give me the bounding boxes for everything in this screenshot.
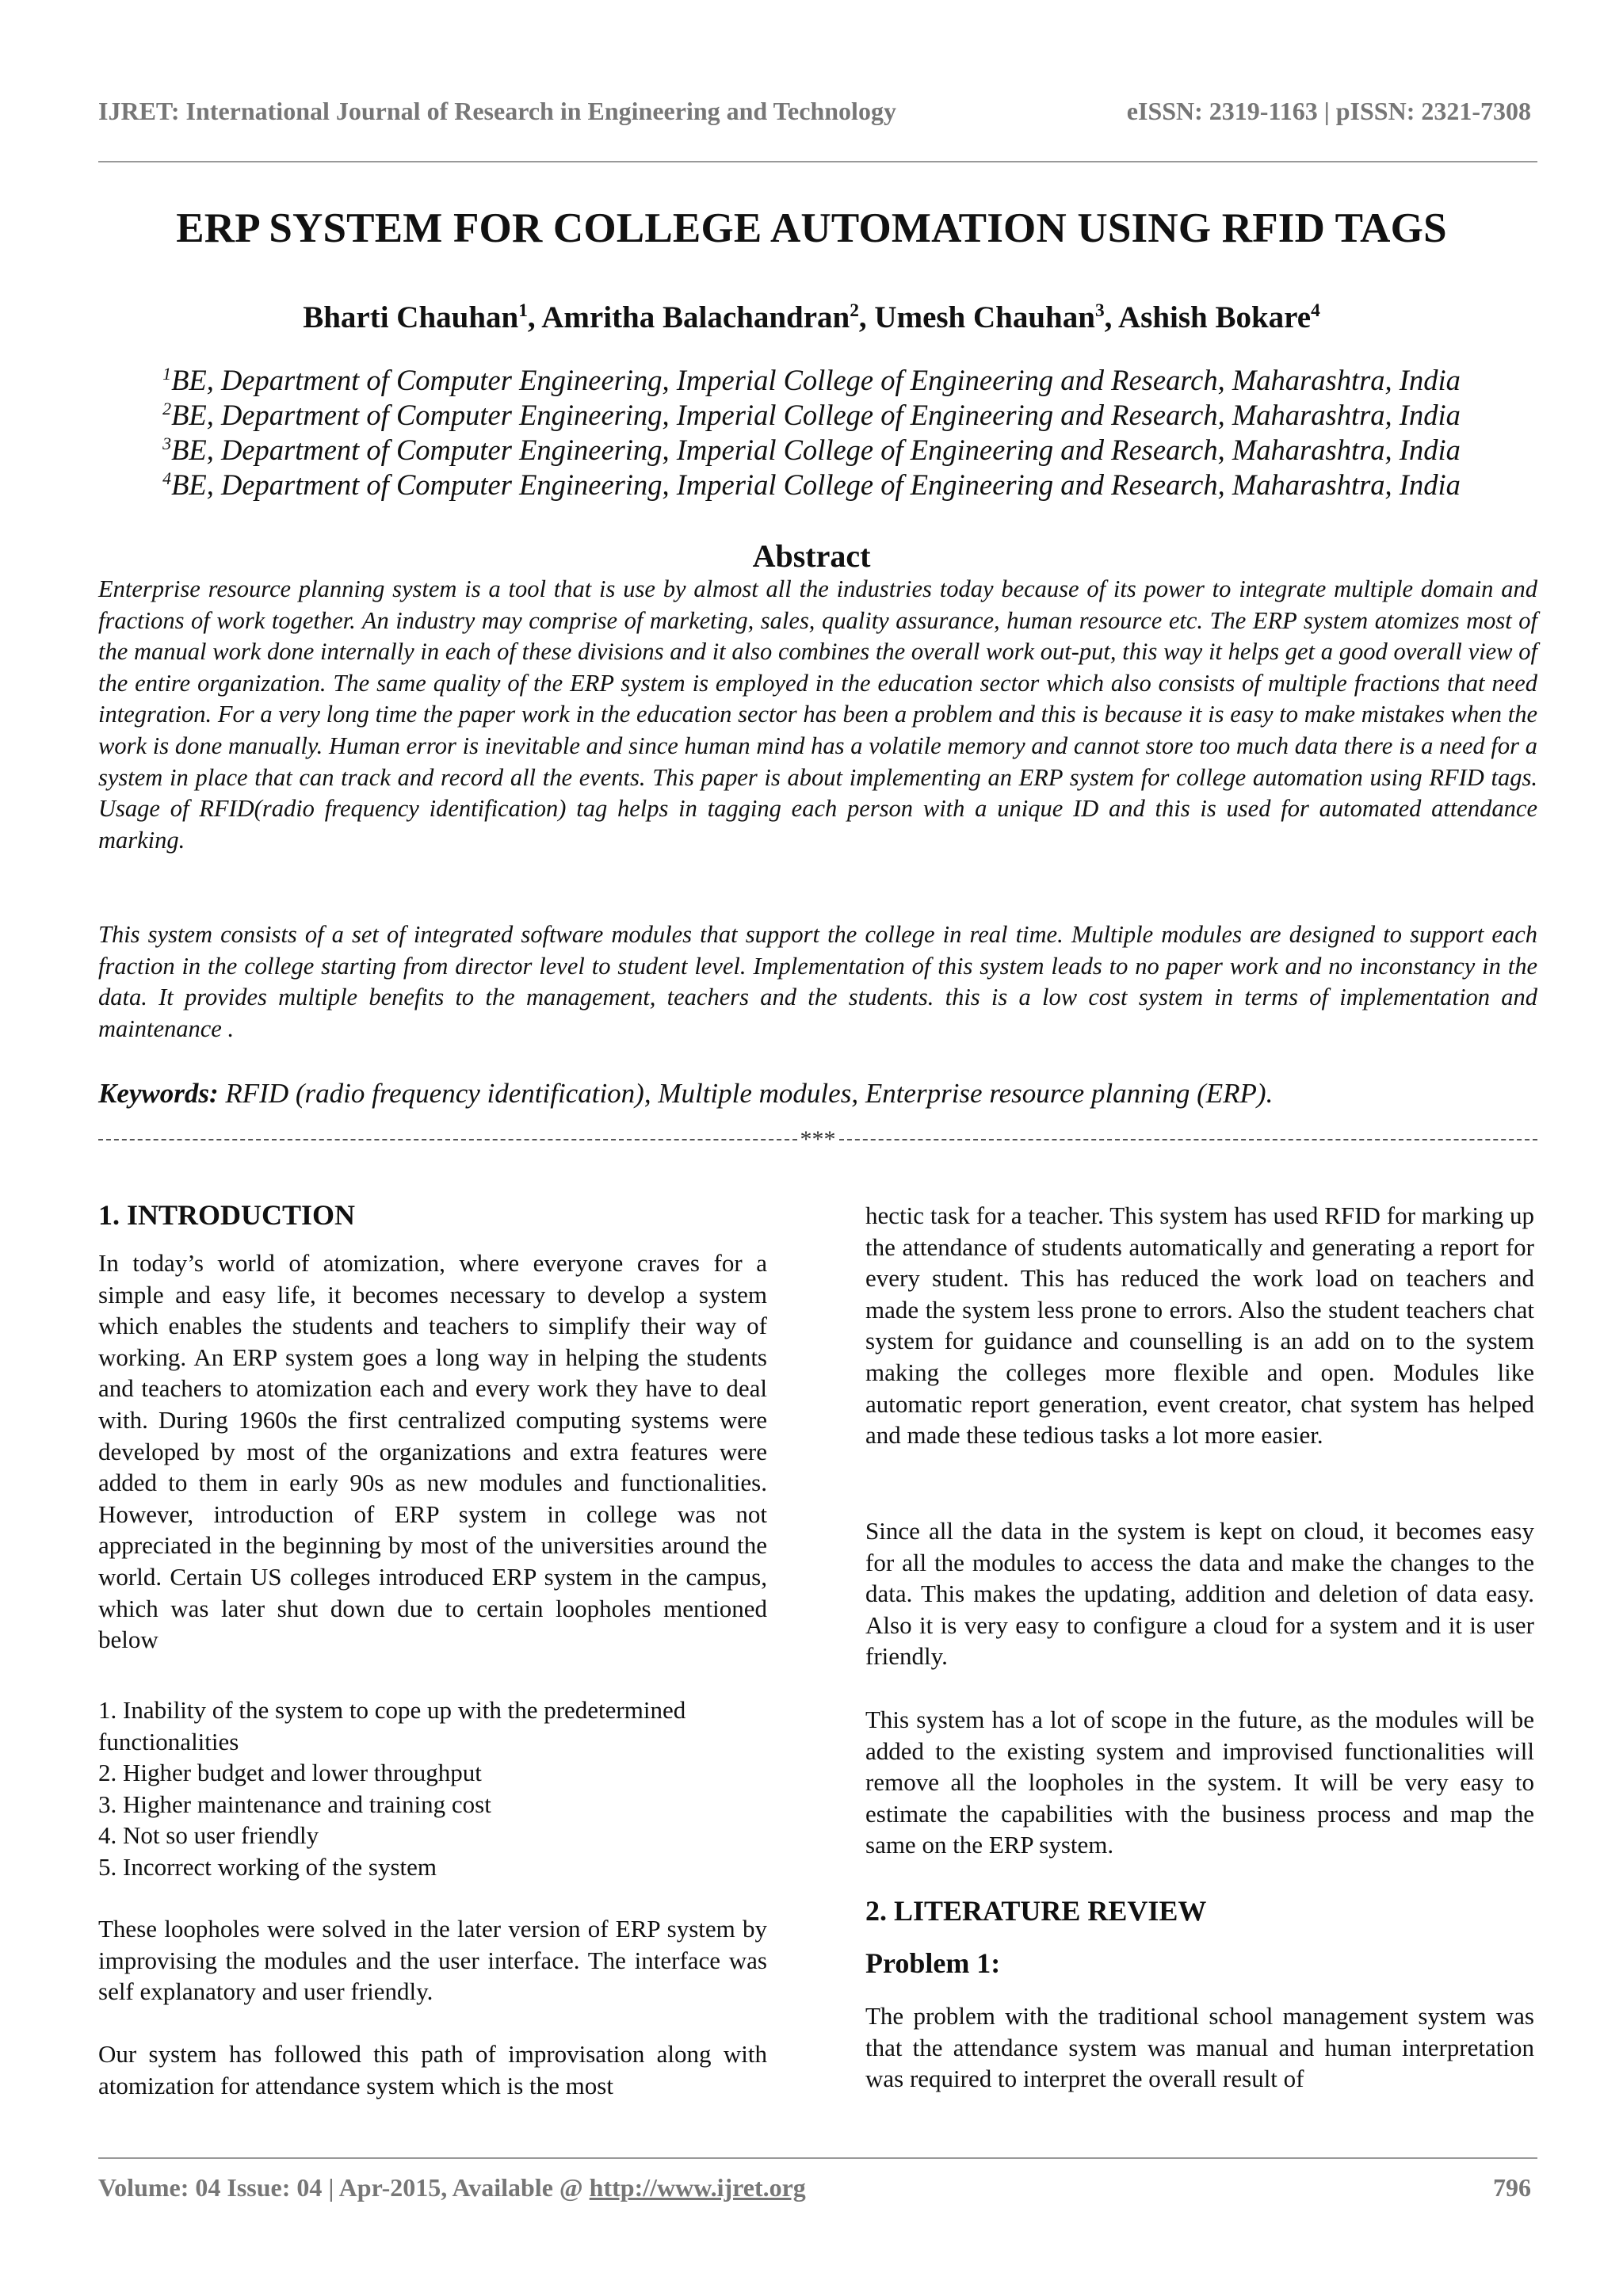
loophole-list [98,1694,767,1883]
author-separator: , [1104,300,1118,334]
page-number: 796 [1493,2173,1531,2202]
affiliation-text: BE, Department of Computer Engineering, Imperial College of Engineering and Research, Maharashtra, India [171,399,1461,431]
literature-review-heading: 2. LITERATURE REVIEW [865,1895,1207,1927]
affiliation-text: BE, Department of Computer Engineering, Imperial College of Engineering and Research, Maharashtra, India [171,468,1461,501]
author-sup: 4 [1311,300,1320,321]
abstract-heading: Abstract [752,538,871,574]
separator-dash-right [839,1139,1538,1140]
affiliation-sup: 3 [162,433,172,453]
section-separator [98,1126,1537,1153]
affiliation-sup: 1 [162,363,172,384]
author-name: Umesh Chauhan [874,300,1095,334]
author-separator: , [527,300,542,334]
affiliation-text: BE, Department of Computer Engineering, Imperial College of Engineering and Research, Maharashtra, India [171,434,1461,466]
author-name: Bharti Chauhan [303,300,519,334]
author-sup: 3 [1094,300,1105,321]
affiliation-sup: 4 [162,468,172,488]
introduction-paragraph-2: These loopholes were solved in the later version of ERP system by improvising the modules and the user interface. The interface was self explanatory and user friendly. [98,1915,767,2006]
list-item: 5. Incorrect working of the system [98,1852,437,1881]
journal-link[interactable]: http://www.ijret.org [589,2173,806,2202]
affiliation-line [98,468,1525,502]
keywords [98,1078,1537,1110]
introduction-paragraph-6: This system has a lot of scope in the future, as the modules will be added to the existing system and improvised functionalities will remove all the loopholes in the system. It will be very easy to estimate the capabilities with the business process and map the same on the ERP system. [865,1706,1534,1859]
introduction-paragraph-3: Our system has followed this path of improvisation along with atomization for attendance system which is the most [98,2040,767,2099]
affiliation-line [98,433,1525,468]
list-item: 1. Inability of the system to cope up with the predetermined functionalities [98,1696,686,1755]
footer-volume-text: Volume: 04 Issue: 04 | Apr-2015, Available @ [98,2173,590,2202]
literature-paragraph-1: The problem with the traditional school management system was that the attendance system was manual and human interpretation was required to interpret the overall result of [865,2002,1534,2093]
abstract-paragraph-1: Enterprise resource planning system is a tool that is use by almost all the industries today because of its power to integrate multiple domain and fractions of work together. An industry may comprise of marketing, sales, quality assurance, human resource etc. The ERP system atomizes most of the manual work done internally in each of these divisions and it also combines the overall work out-put, this way it helps get a good overall view of the entire organization. The same quality of the ERP system is employed in the education sector which also consists of multiple fractions that need integration. For a very long time the paper work in the education sector has been a problem and this is because it is easy to make mistakes when the work is done manually. Human error is inevitable and since human mind has a volatile memory and cannot store too much data there is a need for a system in place that can track and record all the events. This paper is about implementing an ERP system for college automation using RFID tags. Usage of RFID(radio frequency identification) tag helps in tagging each person with a unique ID and this is used for automated attendance marking. [98,575,1537,854]
keywords-text: RFID (radio frequency identification), Multiple modules, Enterprise resource planning (ERP). [218,1078,1274,1109]
footer-volume [98,2173,806,2202]
introduction-paragraph-5: Since all the data in the system is kept on cloud, it becomes easy for all the modules to access the data and make the changes to the data. This makes the updating, addition and deletion of data easy. Also it is very easy to configure a cloud for a system and it is user friendly. [865,1517,1534,1671]
paper-title: ERP SYSTEM FOR COLLEGE AUTOMATION USING RFID TAGS [176,205,1447,251]
list-item: 3. Higher maintenance and training cost [98,1790,491,1818]
separator-stars: *** [800,1126,836,1152]
issn-header: eISSN: 2319-1163 | pISSN: 2321-7308 [1126,97,1531,125]
footer-rule [98,2157,1537,2159]
separator-dash-left [98,1139,797,1140]
author-list [0,300,1623,335]
author-sup: 2 [850,300,859,321]
introduction-heading: 1. INTRODUCTION [98,1199,356,1231]
author-name: Ashish Bokare [1118,300,1312,334]
affiliations [98,363,1525,502]
author-sup: 1 [518,300,528,321]
introduction-paragraph-4: hectic task for a teacher. This system has used RFID for marking up the attendance of students automatically and generating a report for every student. This has reduced the work load on teachers and made the system less prone to errors. Also the student teachers chat system for guidance and counselling is an add on to the system making the colleges more flexible and open. Modules like automatic report generation, event creator, chat system has helped and made these tedious tasks a lot more easier. [865,1201,1534,1450]
affiliation-line [98,398,1525,433]
journal-header: IJRET: International Journal of Research in Engineering and Technology [98,97,896,125]
header-rule [98,161,1537,162]
problem-subheading: Problem 1: [865,1947,1001,1979]
affiliation-sup: 2 [162,398,172,418]
affiliation-text: BE, Department of Computer Engineering, Imperial College of Engineering and Research, Maharashtra, India [171,364,1461,396]
introduction-paragraph-1: In today’s world of atomization, where everyone craves for a simple and easy life, it becomes necessary to develop a system which enables the students and teachers to simplify their way of working. An ERP system goes a long way in helping the students and teachers to atomization each and every work they have to deal with. During 1960s the first centralized computing systems were developed by most of the organizations and extra features were added to them in early 90s as new modules and functionalities. However, introduction of ERP system in college was not appreciated in the beginning by most of the universities around the world. Certain US colleges introduced ERP system in the campus, which was later shut down due to certain loopholes mentioned below [98,1249,767,1654]
keywords-label: Keywords: [98,1078,219,1109]
list-item: 2. Higher budget and lower throughput [98,1759,482,1787]
abstract-paragraph-2: This system consists of a set of integrated software modules that support the college in real time. Multiple modules are designed to support each fraction in the college starting from director level to student level. Implementation of this system leads to no paper work and no inconstancy in the data. It provides multiple benefits to the management, teachers and the students. this is a low cost system in terms of implementation and maintenance . [98,921,1537,1042]
author-separator: , [858,300,875,334]
affiliation-line [98,363,1525,398]
author-name: Amritha Balachandran [541,300,850,334]
list-item: 4. Not so user friendly [98,1821,319,1850]
